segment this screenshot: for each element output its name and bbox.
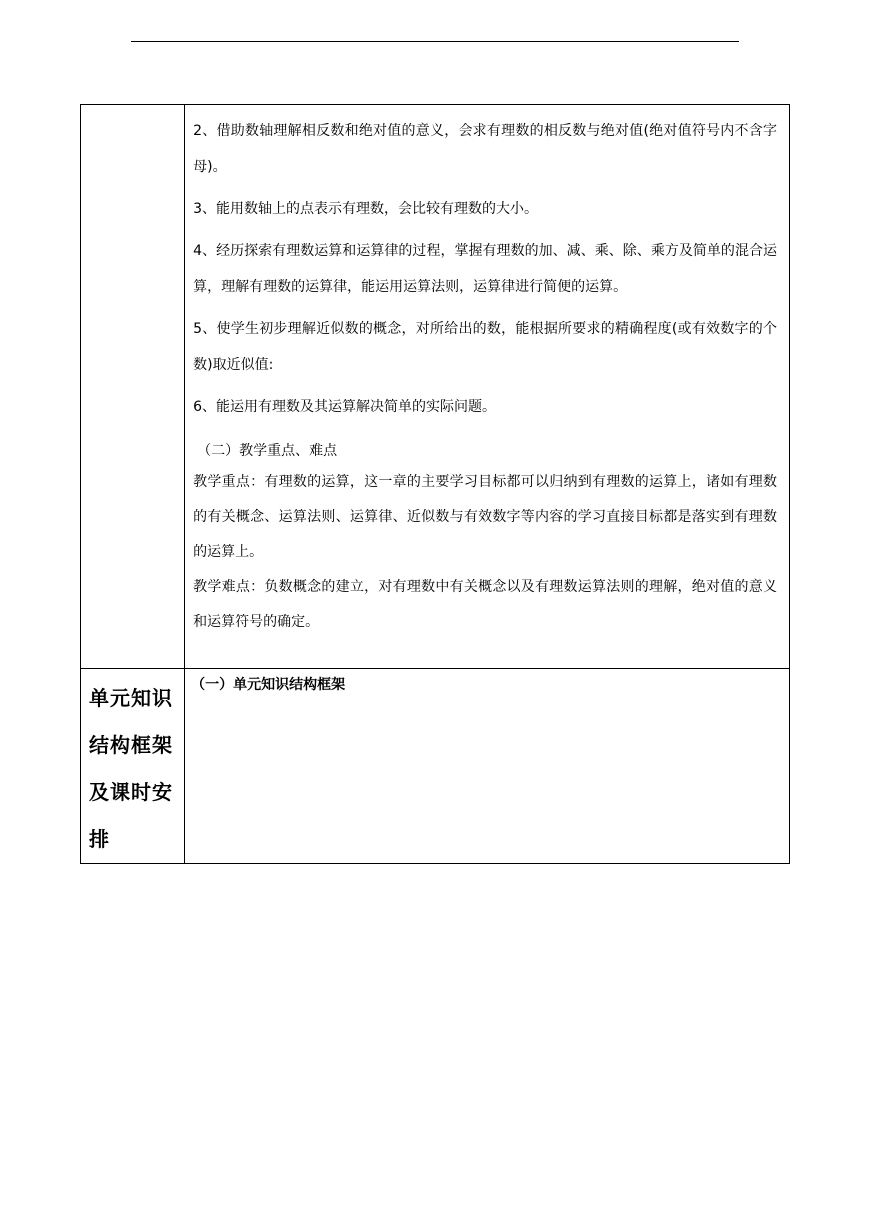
- table-row-unit-structure: [81, 669, 790, 864]
- lesson-plan-table: [80, 104, 790, 864]
- header-rule: [131, 41, 739, 42]
- objective-item-4: 4、经历探索有理数运算和运算律的过程，掌握有理数的加、减、乘、除、乘方及简单的混合运算，理解有理数的运算律，能运用运算法则，运算律进行简便的运算。: [193, 243, 777, 295]
- unit-structure-label: 单元知识结构框架及课时安排: [89, 686, 173, 851]
- teaching-focus: 教学重点：有理数的运算，这一章的主要学习目标都可以归纳到有理数的运算上，诸如有理数的有关概念、运算法则、运算律、近似数与有效数字等内容的学习直接目标都是落实到有理数的运算上。: [193, 474, 777, 560]
- objective-item-5: 5、使学生初步理解近似数的概念，对所给出的数，能根据所要求的精确程度(或有效数字的个数)取近似值:: [193, 321, 777, 373]
- table-row-objectives: [81, 105, 790, 669]
- row-label-cell-empty: [81, 105, 185, 669]
- objective-item-6: 6、能运用有理数及其运算解决简单的实际问题。: [193, 399, 497, 415]
- objective-item-3: 3、能用数轴上的点表示有理数，会比较有理数的大小。: [193, 201, 539, 217]
- unit-structure-content-cell: [185, 669, 790, 864]
- structure-frame-heading: （一）单元知识结构框架: [191, 677, 346, 693]
- teaching-difficulty: 教学难点：负数概念的建立，对有理数中有关概念以及有理数运算法则的理解，绝对值的意义和运算符号的确定。: [193, 579, 777, 630]
- key-points-heading: （二）教学重点、难点: [197, 443, 338, 459]
- objectives-cell: [185, 105, 790, 669]
- objective-item-2: 2、借助数轴理解相反数和绝对值的意义，会求有理数的相反数与绝对值(绝对值符号内不含字母)。: [193, 123, 777, 175]
- unit-structure-label-cell: [81, 669, 185, 864]
